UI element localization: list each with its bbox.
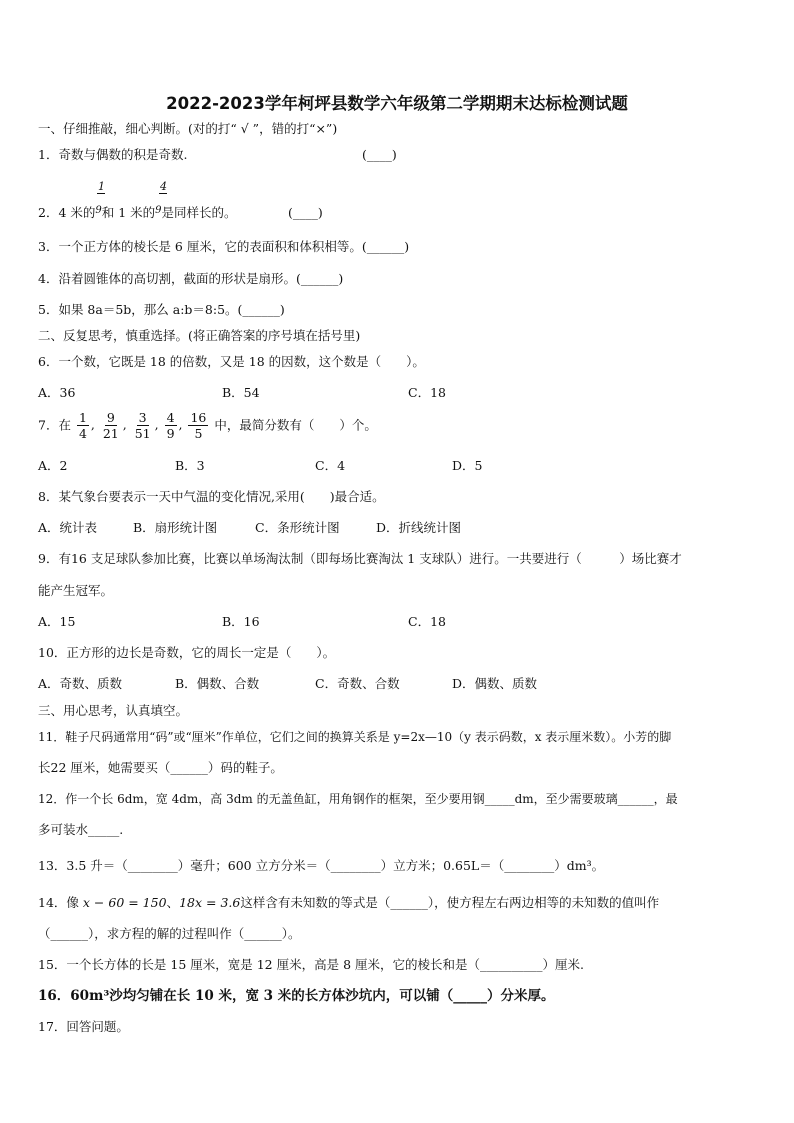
q9-option-c[interactable]: C．18 — [408, 614, 446, 629]
q6-option-b[interactable]: B．54 — [222, 385, 260, 400]
question-12-line-1: 12．作一个长 6dm，宽 4dm，高 3dm 的无盖鱼缸，用角钢作的框架，至少要用钢_____dm，至少需要玻璃______，最 — [38, 792, 678, 806]
q8-option-b[interactable]: B．扇形统计图 — [133, 520, 218, 535]
q10-option-b[interactable]: B．偶数、合数 — [175, 676, 260, 691]
question-1-text: 1．奇数与偶数的积是奇数. — [38, 147, 188, 162]
q2-fraction-2-denominator: 9 — [155, 205, 162, 216]
question-5: 5．如果 8a＝5b，那么 a:b＝8:5。(______) — [38, 302, 285, 317]
q2-fraction-2-bar — [159, 193, 167, 194]
q7-fraction-3: $\frac{3}{51}$ — [134, 410, 151, 441]
q14-equation-1: x − 60 = 150 — [82, 895, 167, 910]
question-13: 13．3.5 升＝（________）毫升；600 立方分米＝（________）立方米；0.65L＝（________）dm³。 — [38, 858, 605, 873]
section-2-heading: 二、反复思考，慎重选择。(将正确答案的序号填在括号里) — [38, 328, 361, 343]
q7-fraction-1: $\frac{1}{4}$ — [78, 410, 87, 441]
q9-option-b[interactable]: B．16 — [222, 614, 260, 629]
section-1-heading: 一、仔细推敲，细心判断。(对的打“ √ ”，错的打“×”) — [38, 121, 338, 136]
question-12-line-2: 多可装水_____. — [38, 822, 124, 837]
q6-option-c[interactable]: C．18 — [408, 385, 446, 400]
q10-option-c[interactable]: C．奇数、合数 — [315, 676, 400, 691]
question-3: 3．一个正方体的棱长是 6 厘米，它的表面积和体积相等。(______) — [38, 239, 410, 254]
q8-option-c[interactable]: C．条形统计图 — [255, 520, 340, 535]
q6-option-a[interactable]: A．36 — [38, 385, 76, 400]
q10-option-a[interactable]: A．奇数、质数 — [38, 676, 123, 691]
section-3-heading: 三、用心思考，认真填空。 — [38, 703, 189, 718]
question-2-part-b: 和 1 米的 — [101, 205, 156, 220]
question-8: 8．某气象台要表示一天中气温的变化情况,采用( )最合适。 — [38, 489, 385, 504]
question-9-line-1: 9．有16 支足球队参加比赛，比赛以单场淘汰制（即每场比赛淘汰 1 支球队）进行。一共要进行（ ）场比赛才 — [38, 551, 682, 566]
q2-fraction-1-bar — [97, 193, 105, 194]
q7-fraction-2: $\frac{9}{21}$ — [102, 410, 119, 441]
question-14-line-2: （______），求方程的解的过程叫作（______）。 — [38, 926, 301, 941]
q7-option-c[interactable]: C．4 — [315, 458, 346, 473]
question-1-blank[interactable]: (____) — [362, 147, 397, 162]
question-7: 7．在 $\frac{1}{4}$ , $\frac{9}{21}$ , $\frac{3}{51}$ , $\frac{4}{9}$ , $\frac{16}{5}$ 中，最简分数有（ ）个。 — [38, 410, 377, 441]
page-title: 2022-2023学年柯坪县数学六年级第二学期期末达标检测试题 — [166, 94, 628, 113]
question-4: 4．沿着圆锥体的高切割，截面的形状是扇形。(______) — [38, 271, 344, 286]
question-7-suffix: 中，最简分数有（ ）个。 — [214, 417, 377, 433]
q8-option-a[interactable]: A．统计表 — [38, 520, 98, 535]
q14-equation-2: 18x = 3.6 — [179, 895, 241, 910]
question-6: 6．一个数，它既是 18 的倍数，又是 18 的因数，这个数是（ ）。 — [38, 354, 425, 369]
question-17: 17．回答问题。 — [38, 1019, 129, 1034]
q2-fraction-1-numerator: 1 — [98, 180, 105, 193]
question-16: 16．60m³沙均匀铺在长 10 米，宽 3 米的长方体沙坑内，可以铺（_____）分米厚。 — [38, 988, 555, 1004]
question-14-part-a: 14．像 — [38, 895, 79, 910]
q7-option-d[interactable]: D．5 — [452, 458, 483, 473]
q9-option-a[interactable]: A．15 — [38, 614, 76, 629]
q7-fraction-5: $\frac{16}{5}$ — [190, 410, 207, 441]
question-1 — [38, 147, 187, 163]
q2-fraction-2-numerator: 4 — [160, 180, 167, 193]
q8-option-d[interactable]: D．折线统计图 — [376, 520, 462, 535]
q10-option-d[interactable]: D．偶数、质数 — [452, 676, 538, 691]
question-15: 15．一个长方体的长是 15 厘米，宽是 12 厘米，高是 8 厘米，它的棱长和是（__________）厘米. — [38, 957, 584, 972]
question-2-part-c: 是同样长的。 — [161, 205, 237, 220]
question-2 — [38, 205, 237, 223]
question-11-line-2: 长22 厘米，她需要买（______）码的鞋子。 — [38, 760, 283, 775]
question-7-prefix: 7．在 — [38, 417, 71, 433]
question-9-line-2: 能产生冠军。 — [38, 583, 114, 598]
question-2-part-a: 2．4 米的 — [38, 205, 96, 220]
q14-separator: 、 — [166, 895, 180, 910]
q7-fraction-4: $\frac{4}{9}$ — [166, 410, 175, 441]
q7-option-a[interactable]: A．2 — [38, 458, 68, 473]
q2-fraction-1-denominator: 9 — [95, 205, 102, 216]
question-14-line-1 — [38, 895, 659, 911]
question-11-line-1: 11．鞋子尺码通常用“码”或“厘米”作单位，它们之间的换算关系是 y=2x—10（y 表示码数，x 表示厘米数）。小芳的脚 — [38, 730, 672, 744]
q7-option-b[interactable]: B．3 — [175, 458, 205, 473]
question-14-part-b: 这样含有未知数的等式是（______），使方程左右两边相等的未知数的值叫作 — [240, 895, 660, 910]
question-10: 10．正方形的边长是奇数，它的周长一定是（ ）。 — [38, 645, 336, 660]
question-2-blank[interactable]: (____) — [288, 205, 323, 220]
